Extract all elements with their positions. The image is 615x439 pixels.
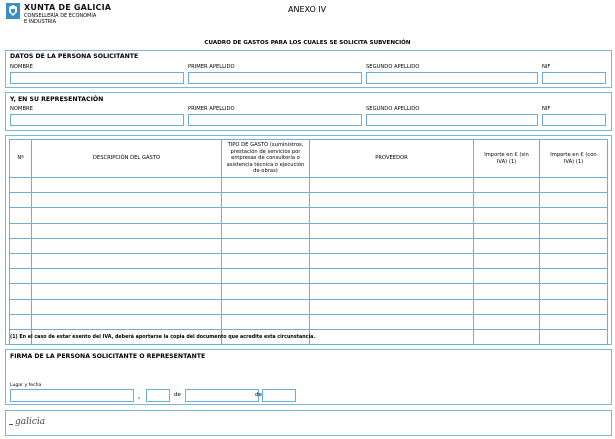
row-number-cell[interactable] bbox=[10, 269, 32, 284]
vat-footnote: (1) En el caso de estar exento del IVA, deberá aportarse la copia del documento que acredite esta circunstancia. bbox=[10, 335, 316, 340]
row-amount-vat-cell[interactable] bbox=[540, 299, 608, 314]
row-type-cell[interactable] bbox=[222, 238, 310, 253]
row-amount-no-vat-cell[interactable] bbox=[474, 238, 540, 253]
representative-surname1-label: PRIMER APELLIDO bbox=[188, 106, 235, 112]
applicant-name-label: NOMBRE bbox=[10, 64, 33, 70]
col-amount-vat: Importe en € (con IVA) (1) bbox=[540, 140, 608, 178]
comma-separator: , bbox=[138, 392, 141, 400]
col-amount-no-vat: Importe en € (sin IVA) (1) bbox=[474, 140, 540, 178]
row-amount-vat-cell[interactable] bbox=[540, 284, 608, 299]
row-supplier-cell[interactable] bbox=[310, 193, 474, 208]
row-amount-no-vat-cell[interactable] bbox=[474, 178, 540, 193]
galicia-logo-mark-icon bbox=[9, 424, 13, 425]
row-amount-no-vat-cell[interactable] bbox=[474, 253, 540, 268]
row-type-cell[interactable] bbox=[222, 178, 310, 193]
row-number-cell[interactable] bbox=[10, 299, 32, 314]
representative-surname2-field[interactable] bbox=[366, 114, 538, 126]
row-amount-no-vat-cell[interactable] bbox=[474, 208, 540, 223]
col-number: Nº bbox=[10, 140, 32, 178]
row-number-cell[interactable] bbox=[10, 314, 32, 329]
expenses-table bbox=[9, 139, 608, 345]
table-row bbox=[10, 208, 608, 223]
signature-section bbox=[5, 349, 612, 405]
applicant-nif-field[interactable] bbox=[542, 72, 606, 84]
row-amount-no-vat-cell[interactable] bbox=[474, 223, 540, 238]
row-type-cell[interactable] bbox=[222, 223, 310, 238]
month-field[interactable] bbox=[185, 389, 259, 402]
row-supplier-cell[interactable] bbox=[310, 269, 474, 284]
table-row bbox=[10, 253, 608, 268]
annex-label: ANEXO IV bbox=[288, 5, 327, 14]
row-description-cell[interactable] bbox=[32, 299, 222, 314]
row-amount-vat-cell[interactable] bbox=[540, 329, 608, 344]
representative-heading: Y, EN SU REPRESENTACIÓN bbox=[10, 96, 104, 103]
row-number-cell[interactable] bbox=[10, 178, 32, 193]
table-row bbox=[10, 299, 608, 314]
applicant-section bbox=[5, 50, 612, 88]
row-number-cell[interactable] bbox=[10, 193, 32, 208]
applicant-surname2-label: SEGUNDO APELLIDO bbox=[366, 64, 420, 70]
table-row bbox=[10, 178, 608, 193]
applicant-name-field[interactable] bbox=[10, 72, 184, 84]
row-amount-vat-cell[interactable] bbox=[540, 238, 608, 253]
row-amount-no-vat-cell[interactable] bbox=[474, 314, 540, 329]
col-supplier: PROVEEDOR bbox=[310, 140, 474, 178]
row-description-cell[interactable] bbox=[32, 238, 222, 253]
row-type-cell[interactable] bbox=[222, 284, 310, 299]
row-amount-vat-cell[interactable] bbox=[540, 253, 608, 268]
representative-nif-field[interactable] bbox=[542, 114, 606, 126]
row-amount-vat-cell[interactable] bbox=[540, 178, 608, 193]
expenses-body bbox=[10, 178, 608, 345]
row-number-cell[interactable] bbox=[10, 238, 32, 253]
row-number-cell[interactable] bbox=[10, 208, 32, 223]
row-amount-vat-cell[interactable] bbox=[540, 223, 608, 238]
galicia-logo: galicia bbox=[15, 417, 46, 427]
row-supplier-cell[interactable] bbox=[310, 223, 474, 238]
table-row bbox=[10, 314, 608, 329]
table-row bbox=[10, 269, 608, 284]
row-description-cell[interactable] bbox=[32, 284, 222, 299]
row-type-cell[interactable] bbox=[222, 253, 310, 268]
row-type-cell[interactable] bbox=[222, 193, 310, 208]
row-number-cell[interactable] bbox=[10, 284, 32, 299]
applicant-surname1-label: PRIMER APELLIDO bbox=[188, 64, 235, 70]
row-supplier-cell[interactable] bbox=[310, 253, 474, 268]
representative-name-label: NOMBRE bbox=[10, 106, 33, 112]
row-type-cell[interactable] bbox=[222, 314, 310, 329]
row-description-cell[interactable] bbox=[32, 253, 222, 268]
row-description-cell[interactable] bbox=[32, 223, 222, 238]
row-description-cell[interactable] bbox=[32, 193, 222, 208]
xunta-emblem-icon bbox=[6, 3, 20, 19]
representative-name-field[interactable] bbox=[10, 114, 184, 126]
row-amount-no-vat-cell[interactable] bbox=[474, 329, 540, 344]
signature-heading: FIRMA DE LA PERSONA SOLICITANTE O REPRESENTANTE bbox=[10, 353, 206, 360]
applicant-heading: DATOS DE LA PERSONA SOLICITANTE bbox=[10, 53, 139, 60]
org-department-line2: E INDUSTRIA bbox=[24, 19, 57, 25]
row-description-cell[interactable] bbox=[32, 208, 222, 223]
col-expense-type: TIPO DE GASTO (suministros, prestación de servicios por empresas de consultoría o asistencia técnica o ejecución de obras) bbox=[222, 140, 310, 178]
table-row bbox=[10, 238, 608, 253]
footer-section bbox=[5, 410, 612, 436]
applicant-surname2-field[interactable] bbox=[366, 72, 538, 84]
row-amount-no-vat-cell[interactable] bbox=[474, 284, 540, 299]
place-date-label: Lugar y fecha bbox=[10, 383, 42, 388]
row-amount-no-vat-cell[interactable] bbox=[474, 299, 540, 314]
row-supplier-cell[interactable] bbox=[310, 208, 474, 223]
row-type-cell[interactable] bbox=[222, 208, 310, 223]
de-label-1: de bbox=[174, 392, 181, 398]
de-label-2: de bbox=[255, 392, 262, 398]
row-supplier-cell[interactable] bbox=[310, 314, 474, 329]
row-supplier-cell[interactable] bbox=[310, 178, 474, 193]
row-description-cell[interactable] bbox=[32, 314, 222, 329]
row-amount-vat-cell[interactable] bbox=[540, 193, 608, 208]
expenses-header-row bbox=[10, 140, 608, 178]
row-amount-vat-cell[interactable] bbox=[540, 314, 608, 329]
representative-surname1-field[interactable] bbox=[188, 114, 362, 126]
applicant-nif-label: NIF bbox=[542, 64, 551, 70]
row-amount-no-vat-cell[interactable] bbox=[474, 193, 540, 208]
table-row bbox=[10, 284, 608, 299]
org-department-line1: CONSELLERÍA DE ECONOMÍA bbox=[24, 13, 97, 19]
row-amount-vat-cell[interactable] bbox=[540, 208, 608, 223]
row-supplier-cell[interactable] bbox=[310, 284, 474, 299]
row-description-cell[interactable] bbox=[32, 178, 222, 193]
row-supplier-cell[interactable] bbox=[310, 299, 474, 314]
form-title: CUADRO DE GASTOS PARA LOS CUALES SE SOLICITA SUBVENCIÓN bbox=[204, 40, 411, 46]
year-field[interactable] bbox=[262, 389, 296, 402]
row-amount-no-vat-cell[interactable] bbox=[474, 269, 540, 284]
day-field[interactable] bbox=[146, 389, 170, 402]
row-description-cell[interactable] bbox=[32, 269, 222, 284]
place-field[interactable] bbox=[10, 389, 134, 402]
row-amount-vat-cell[interactable] bbox=[540, 269, 608, 284]
col-description: DESCRIPCIÓN DEL GASTO bbox=[32, 140, 222, 178]
table-row bbox=[10, 193, 608, 208]
org-name: XUNTA DE GALICIA bbox=[24, 3, 112, 12]
row-number-cell[interactable] bbox=[10, 223, 32, 238]
representative-section bbox=[5, 92, 612, 131]
table-row bbox=[10, 223, 608, 238]
row-supplier-cell[interactable] bbox=[310, 238, 474, 253]
row-supplier-cell[interactable] bbox=[310, 329, 474, 344]
representative-nif-label: NIF bbox=[542, 106, 551, 112]
representative-surname2-label: SEGUNDO APELLIDO bbox=[366, 106, 420, 112]
row-type-cell[interactable] bbox=[222, 299, 310, 314]
applicant-surname1-field[interactable] bbox=[188, 72, 362, 84]
row-type-cell[interactable] bbox=[222, 269, 310, 284]
row-number-cell[interactable] bbox=[10, 253, 32, 268]
